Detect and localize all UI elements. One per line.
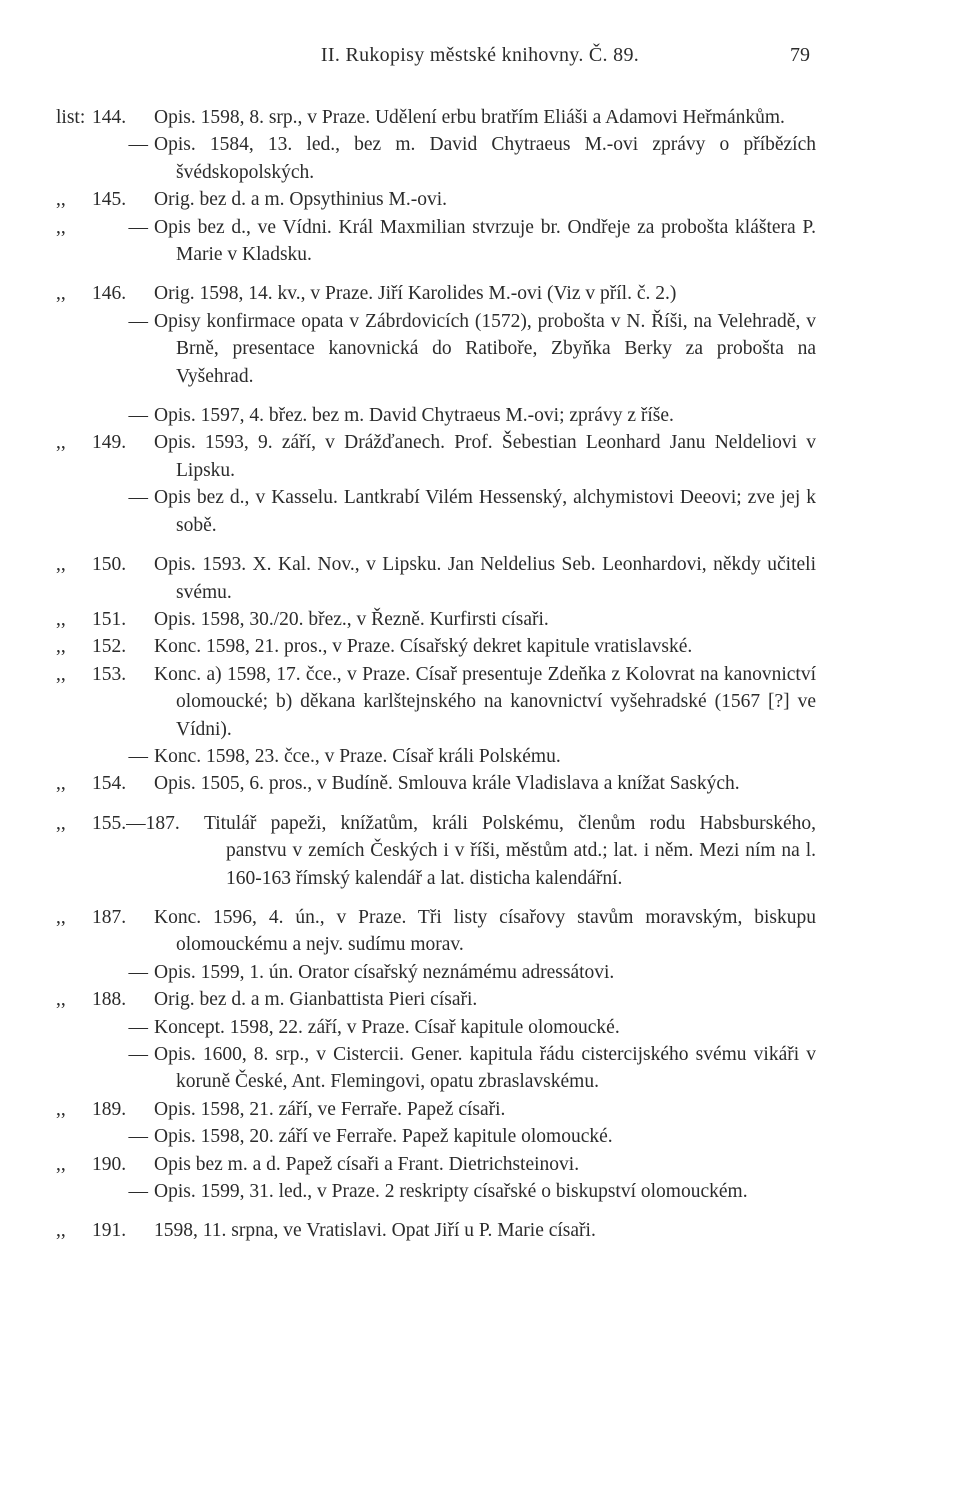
entry-text: Opis. 1598, 30./20. břez., v Řezně. Kurfirsti císaři. — [154, 608, 549, 630]
entry-row — [56, 986, 816, 1013]
entry-label — [56, 1096, 148, 1123]
entry-row — [56, 308, 816, 390]
entry-ditto: ,, — [56, 663, 66, 685]
entry-number: 144. — [92, 107, 127, 128]
entry-text: Opis. 1599, 1. ún. Orator císařský neznámému adressátovi. — [154, 961, 615, 983]
entry-number: 152. — [92, 636, 127, 658]
entry-text: Orig. bez d. a m. Gianbattista Pieri císaři. — [154, 989, 478, 1011]
entry-number: 151. — [92, 608, 127, 630]
entry-label — [56, 280, 148, 307]
entry-text: Orig. bez d. a m. Opsythinius M.-ovi. — [154, 189, 448, 211]
entry-number: — — [128, 1126, 148, 1148]
entry-ditto: ,, — [56, 773, 66, 795]
entry-label — [56, 308, 148, 335]
entry-row — [56, 104, 816, 131]
entry-row — [56, 551, 816, 606]
entry-ditto: ,, — [56, 636, 66, 658]
entry-text: Konc. a) 1598, 17. čce., v Praze. Císař presentuje Zdeňka z Kolovrat na kanovnictví olomoucké; b) děkana karlštejnského na kanovnictví vyšehradské (1567 [?] ve Vídni). — [154, 663, 816, 740]
entry-number: 189. — [92, 1098, 127, 1120]
entry-text: Titulář papeži, knížatům, králi Polskému, členům rodu Habsburského, panstvu v zemích Českých i v říši, městům atd.; lat. i něm. Mezi ním na l. 160-163 římský kalendář a lat. disticha kalendářní. — [204, 812, 816, 889]
entry-label — [56, 484, 148, 511]
entry-label — [56, 402, 148, 429]
entry-number: — — [128, 134, 148, 156]
entry-label — [56, 551, 148, 578]
entry-ditto: ,, — [56, 216, 66, 238]
entry-row — [56, 770, 816, 797]
entry-ditto: ,, — [56, 554, 66, 576]
entry-row — [56, 1014, 816, 1041]
entry-row — [56, 1123, 816, 1150]
entry-label — [56, 986, 148, 1013]
entry-row — [56, 1096, 816, 1123]
entry-text: Opis bez m. a d. Papež císaři a Frant. Dietrichsteinovi. — [154, 1153, 580, 1175]
entry-ditto: ,, — [56, 1098, 66, 1120]
entry-text: Opis. 1584, 13. led., bez m. David Chytraeus M.-ovi zprávy o příbězích švédskopolských. — [154, 134, 816, 183]
entry-label — [56, 959, 148, 986]
entry-ditto: ,, — [56, 608, 66, 630]
entry-ditto: ,, — [56, 432, 66, 454]
entry-ditto: ,, — [56, 283, 66, 305]
entry-row — [56, 743, 816, 770]
entry-label — [56, 770, 148, 797]
entry-row — [56, 186, 816, 213]
entry-label — [56, 661, 148, 688]
entry-row — [56, 1178, 816, 1205]
entry-label — [56, 810, 180, 837]
entry-row — [56, 904, 816, 959]
entry-text: Konc. 1598, 23. čce., v Praze. Císař králi Polskému. — [154, 745, 561, 767]
entry-row — [56, 606, 816, 633]
entry-label — [56, 1014, 148, 1041]
entry-label — [56, 1217, 148, 1244]
entry-label — [56, 904, 148, 931]
entry-row — [56, 131, 816, 186]
entry-ditto: ,, — [56, 189, 66, 211]
entry-row — [56, 633, 816, 660]
entry-number: 145. — [92, 189, 127, 211]
entry-text: Konc. 1598, 21. pros., v Praze. Císařský dekret kapitule vratislavské. — [154, 636, 693, 658]
entry-label — [56, 606, 148, 633]
entry-number: — — [128, 487, 148, 509]
entry-number: — — [128, 745, 148, 767]
entry-text: Opisy konfirmace opata v Zábrdovicích (1572), probošta v N. Říši, na Velehradě, v Brně, presentace kanovnická do Ratiboře, Zbyňka Berky za probošta na Vyšehrad. — [154, 310, 816, 387]
entry-text: Opis. 1505, 6. pros., v Budíně. Smlouva krále Vladislava a knížat Saských. — [154, 773, 740, 795]
entry-number: — — [128, 1044, 148, 1065]
entry-ditto: ,, — [56, 989, 66, 1011]
entry-number: 146. — [92, 283, 127, 305]
entry-row — [56, 214, 816, 269]
entry-number: — — [128, 1016, 148, 1038]
entry-number: — — [128, 1181, 148, 1203]
entry-text: Opis. 1593, 9. září, v Drážďanech. Prof. Šebestian Leonhard Janu Neldeliovi v Lipsku. — [154, 432, 816, 481]
entry-number: 191. — [92, 1220, 127, 1242]
entry-number: 149. — [92, 432, 127, 454]
entry-text: Koncept. 1598, 22. září, v Praze. Císař kapitule olomoucké. — [154, 1016, 620, 1038]
entry-number: — — [128, 961, 148, 983]
entry-number: 154. — [92, 773, 127, 795]
entry-text: Opis. 1597, 4. břez. bez m. David Chytraeus M.-ovi; zprávy z říše. — [154, 405, 674, 427]
entry-row — [56, 484, 816, 539]
entry-text: Opis bez d., ve Vídni. Král Maxmilian stvrzuje br. Ondřeje za probošta kláštera P. Marie v Kladsku. — [154, 216, 816, 266]
entry-text: Opis. 1598, 20. září ve Ferraře. Papež kapitule olomoucké. — [154, 1126, 613, 1148]
entry-number: — — [128, 405, 148, 427]
entry-label — [56, 743, 148, 770]
entry-label — [56, 1041, 148, 1068]
entry-label — [56, 1178, 148, 1205]
entry-label — [56, 633, 148, 660]
entry-text: Konc. 1596, 4. ún., v Praze. Tři listy císařovy stavům moravským, biskupu olomouckému a nejv. sudímu morav. — [154, 906, 816, 956]
entry-number: — — [128, 310, 148, 332]
entry-label — [56, 214, 148, 241]
entry-ditto: ,, — [56, 906, 66, 928]
entry-row — [56, 661, 816, 743]
entry-number: 190. — [92, 1153, 127, 1175]
entry-text: Orig. 1598, 14. kv., v Praze. Jiří Karolides M.-ovi (Viz v příl. č. 2.) — [154, 283, 677, 305]
entry-list — [56, 104, 816, 1245]
entry-ditto: ,, — [56, 812, 66, 834]
entry-row — [56, 280, 816, 307]
entry-ditto: ,, — [56, 1220, 66, 1242]
entry-row — [56, 1041, 816, 1096]
entry-number: — — [128, 216, 148, 238]
entry-ditto: list: — [56, 107, 86, 128]
entry-number: 188. — [92, 989, 127, 1011]
entry-text: Opis. 1598, 8. srp., v Praze. Udělení erbu bratřím Eliáši a Adamovi Heřmánkům. — [154, 107, 785, 128]
entry-label — [56, 1151, 148, 1178]
entry-number: 187. — [92, 906, 127, 928]
entry-text: Opis bez d., v Kasselu. Lantkrabí Vilém Hessenský, alchymistovi Deeovi; zve jej k sobě. — [154, 487, 816, 536]
entry-row — [56, 1217, 816, 1244]
entry-row — [56, 429, 816, 484]
page-number: 79 — [790, 44, 810, 66]
running-header: II. Rukopisy městské knihovny. Č. 89. — [320, 44, 640, 66]
entry-label — [56, 1123, 148, 1150]
entry-label — [56, 104, 148, 131]
entry-text: Opis. 1598, 21. září, ve Ferraře. Papež císaři. — [154, 1098, 506, 1120]
entry-text: Opis. 1600, 8. srp., v Cistercii. Gener. kapitula řádu cistercijského svému vikáři v koruně České, Ant. Flemingovi, opatu zbraslavskému. — [154, 1044, 816, 1093]
entry-text: 1598, 11. srpna, ve Vratislavi. Opat Jiří u P. Marie císaři. — [154, 1220, 596, 1242]
entry-number: 150. — [92, 554, 127, 576]
entry-ditto: ,, — [56, 1153, 66, 1175]
entry-row — [56, 810, 816, 892]
entry-label — [56, 186, 148, 213]
entry-text: Opis. 1599, 31. led., v Praze. 2 reskripty císařské o biskupství olomouckém. — [154, 1181, 748, 1203]
entry-number: 155.—187. — [92, 812, 180, 834]
entry-label — [56, 131, 148, 158]
entry-row — [56, 959, 816, 986]
entry-number: 153. — [92, 663, 127, 685]
entry-text: Opis. 1593. X. Kal. Nov., v Lipsku. Jan Neldelius Seb. Leonhardovi, někdy učiteli svému. — [154, 554, 816, 603]
entry-label — [56, 429, 148, 456]
entry-row — [56, 402, 816, 429]
entry-row — [56, 1151, 816, 1178]
